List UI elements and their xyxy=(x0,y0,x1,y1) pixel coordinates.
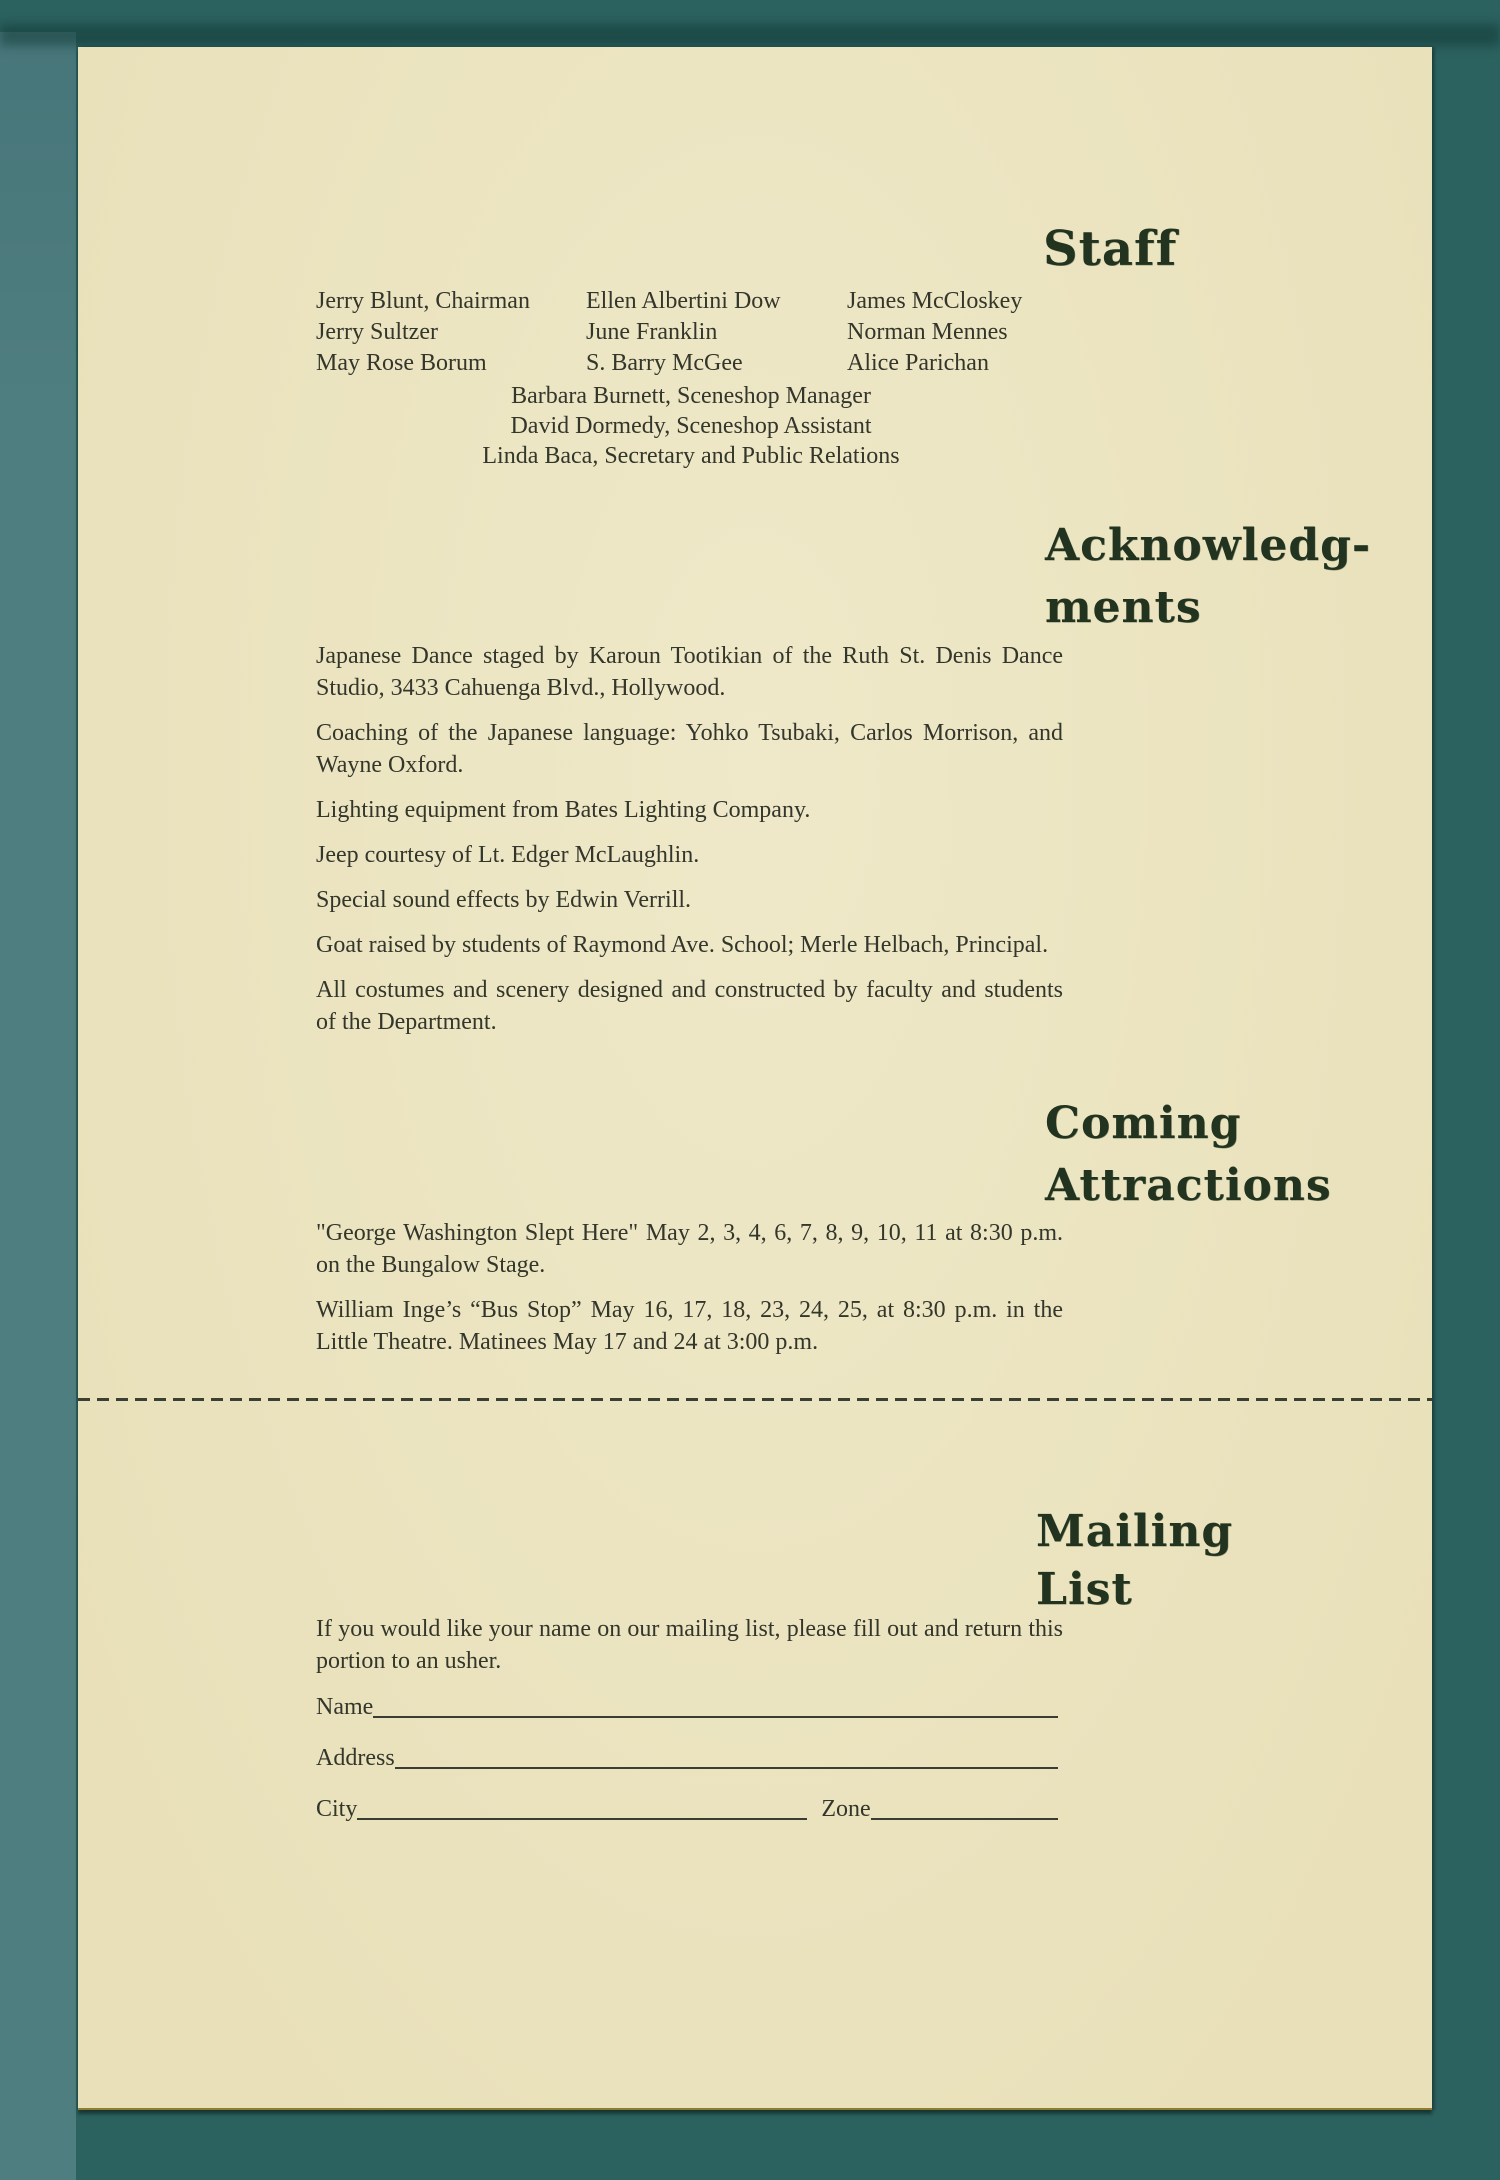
acknowledgment-paragraph: Goat raised by students of Raymond Ave. School; Merle Helbach, Principal. xyxy=(316,932,1049,958)
coming-attractions-text xyxy=(316,1217,1063,1371)
acknowledgments-heading-line2: ments xyxy=(1045,582,1202,633)
acknowledgments-text xyxy=(316,640,1063,1051)
coming-attractions-heading-line2: Attractions xyxy=(1045,1160,1332,1211)
mailing-list-intro xyxy=(316,1613,1063,1690)
staff-column-2 xyxy=(586,286,781,379)
acknowledgment-paragraph: Coaching of the Japanese language: Yohko Tsubaki, Carlos Morrison, and Wayne Oxford. xyxy=(316,720,1063,778)
staff-role-line: David Dormedy, Sceneshop Assistant xyxy=(510,413,872,439)
staff-name: James McCloskey xyxy=(847,288,1023,314)
name-label: Name xyxy=(316,1694,374,1720)
staff-roles xyxy=(306,381,1076,471)
name-row xyxy=(316,1691,1058,1723)
zone-label: Zone xyxy=(821,1796,871,1822)
staff-role-line: Linda Baca, Secretary and Public Relations xyxy=(482,443,900,469)
acknowledgments-heading-line1: Acknowledg- xyxy=(1045,520,1372,571)
city-label: City xyxy=(316,1796,358,1822)
top-shadow xyxy=(0,24,1500,46)
mailing-list-heading-line1: Mailing xyxy=(1036,1506,1234,1557)
acknowledgments-heading xyxy=(1045,515,1371,639)
tear-off-dashed-line xyxy=(78,1398,1432,1401)
staff-role-line: Barbara Burnett, Sceneshop Manager xyxy=(511,383,871,409)
city-fill-line xyxy=(357,1817,807,1820)
city-zone-row xyxy=(316,1793,1058,1825)
address-label: Address xyxy=(316,1745,395,1771)
zone-fill-line xyxy=(871,1817,1058,1820)
coming-attraction-paragraph: William Inge’s “Bus Stop” May 16, 17, 18, 23, 24, 25, at 8:30 p.m. in the Little Theatre. Matinees May 17 and 24 at 3:00 p.m. xyxy=(316,1297,1063,1355)
acknowledgment-paragraph: Special sound effects by Edwin Verrill. xyxy=(316,887,692,913)
staff-name: Jerry Sultzer xyxy=(316,319,438,345)
staff-name: June Franklin xyxy=(586,319,718,345)
acknowledgment-paragraph: All costumes and scenery designed and constructed by faculty and students of the Department. xyxy=(316,977,1063,1035)
name-fill-line xyxy=(373,1715,1058,1718)
staff-column-1 xyxy=(316,286,530,379)
acknowledgment-paragraph: Lighting equipment from Bates Lighting Company. xyxy=(316,797,811,823)
coming-attraction-paragraph: "George Washington Slept Here" May 2, 3, 4, 6, 7, 8, 9, 10, 11 at 8:30 p.m. on the Bungalow Stage. xyxy=(316,1220,1063,1278)
mailing-list-heading-line2: List xyxy=(1036,1564,1133,1615)
staff-heading: Staff xyxy=(1043,221,1178,277)
staff-name: May Rose Borum xyxy=(316,350,487,376)
program-page xyxy=(78,47,1432,2110)
acknowledgment-paragraph: Jeep courtesy of Lt. Edger McLaughlin. xyxy=(316,842,700,868)
staff-column-3 xyxy=(847,286,1022,379)
left-band xyxy=(0,32,76,2180)
mailing-list-intro-paragraph: If you would like your name on our mailing list, please fill out and return this portion to an usher. xyxy=(316,1616,1063,1674)
mailing-list-form xyxy=(316,1691,1058,1844)
staff-name: Jerry Blunt, Chairman xyxy=(316,288,530,314)
acknowledgment-paragraph: Japanese Dance staged by Karoun Tootikian of the Ruth St. Denis Dance Studio, 3433 Cahuenga Blvd., Hollywood. xyxy=(316,643,1063,701)
staff-name: Alice Parichan xyxy=(847,350,989,376)
address-row xyxy=(316,1742,1058,1774)
mailing-list-heading xyxy=(1036,1503,1233,1619)
staff-name: Ellen Albertini Dow xyxy=(586,288,781,314)
staff-name: Norman Mennes xyxy=(847,319,1008,345)
coming-attractions-heading xyxy=(1045,1093,1332,1217)
staff-name: S. Barry McGee xyxy=(586,350,743,376)
coming-attractions-heading-line1: Coming xyxy=(1045,1098,1242,1149)
address-fill-line xyxy=(395,1766,1058,1769)
